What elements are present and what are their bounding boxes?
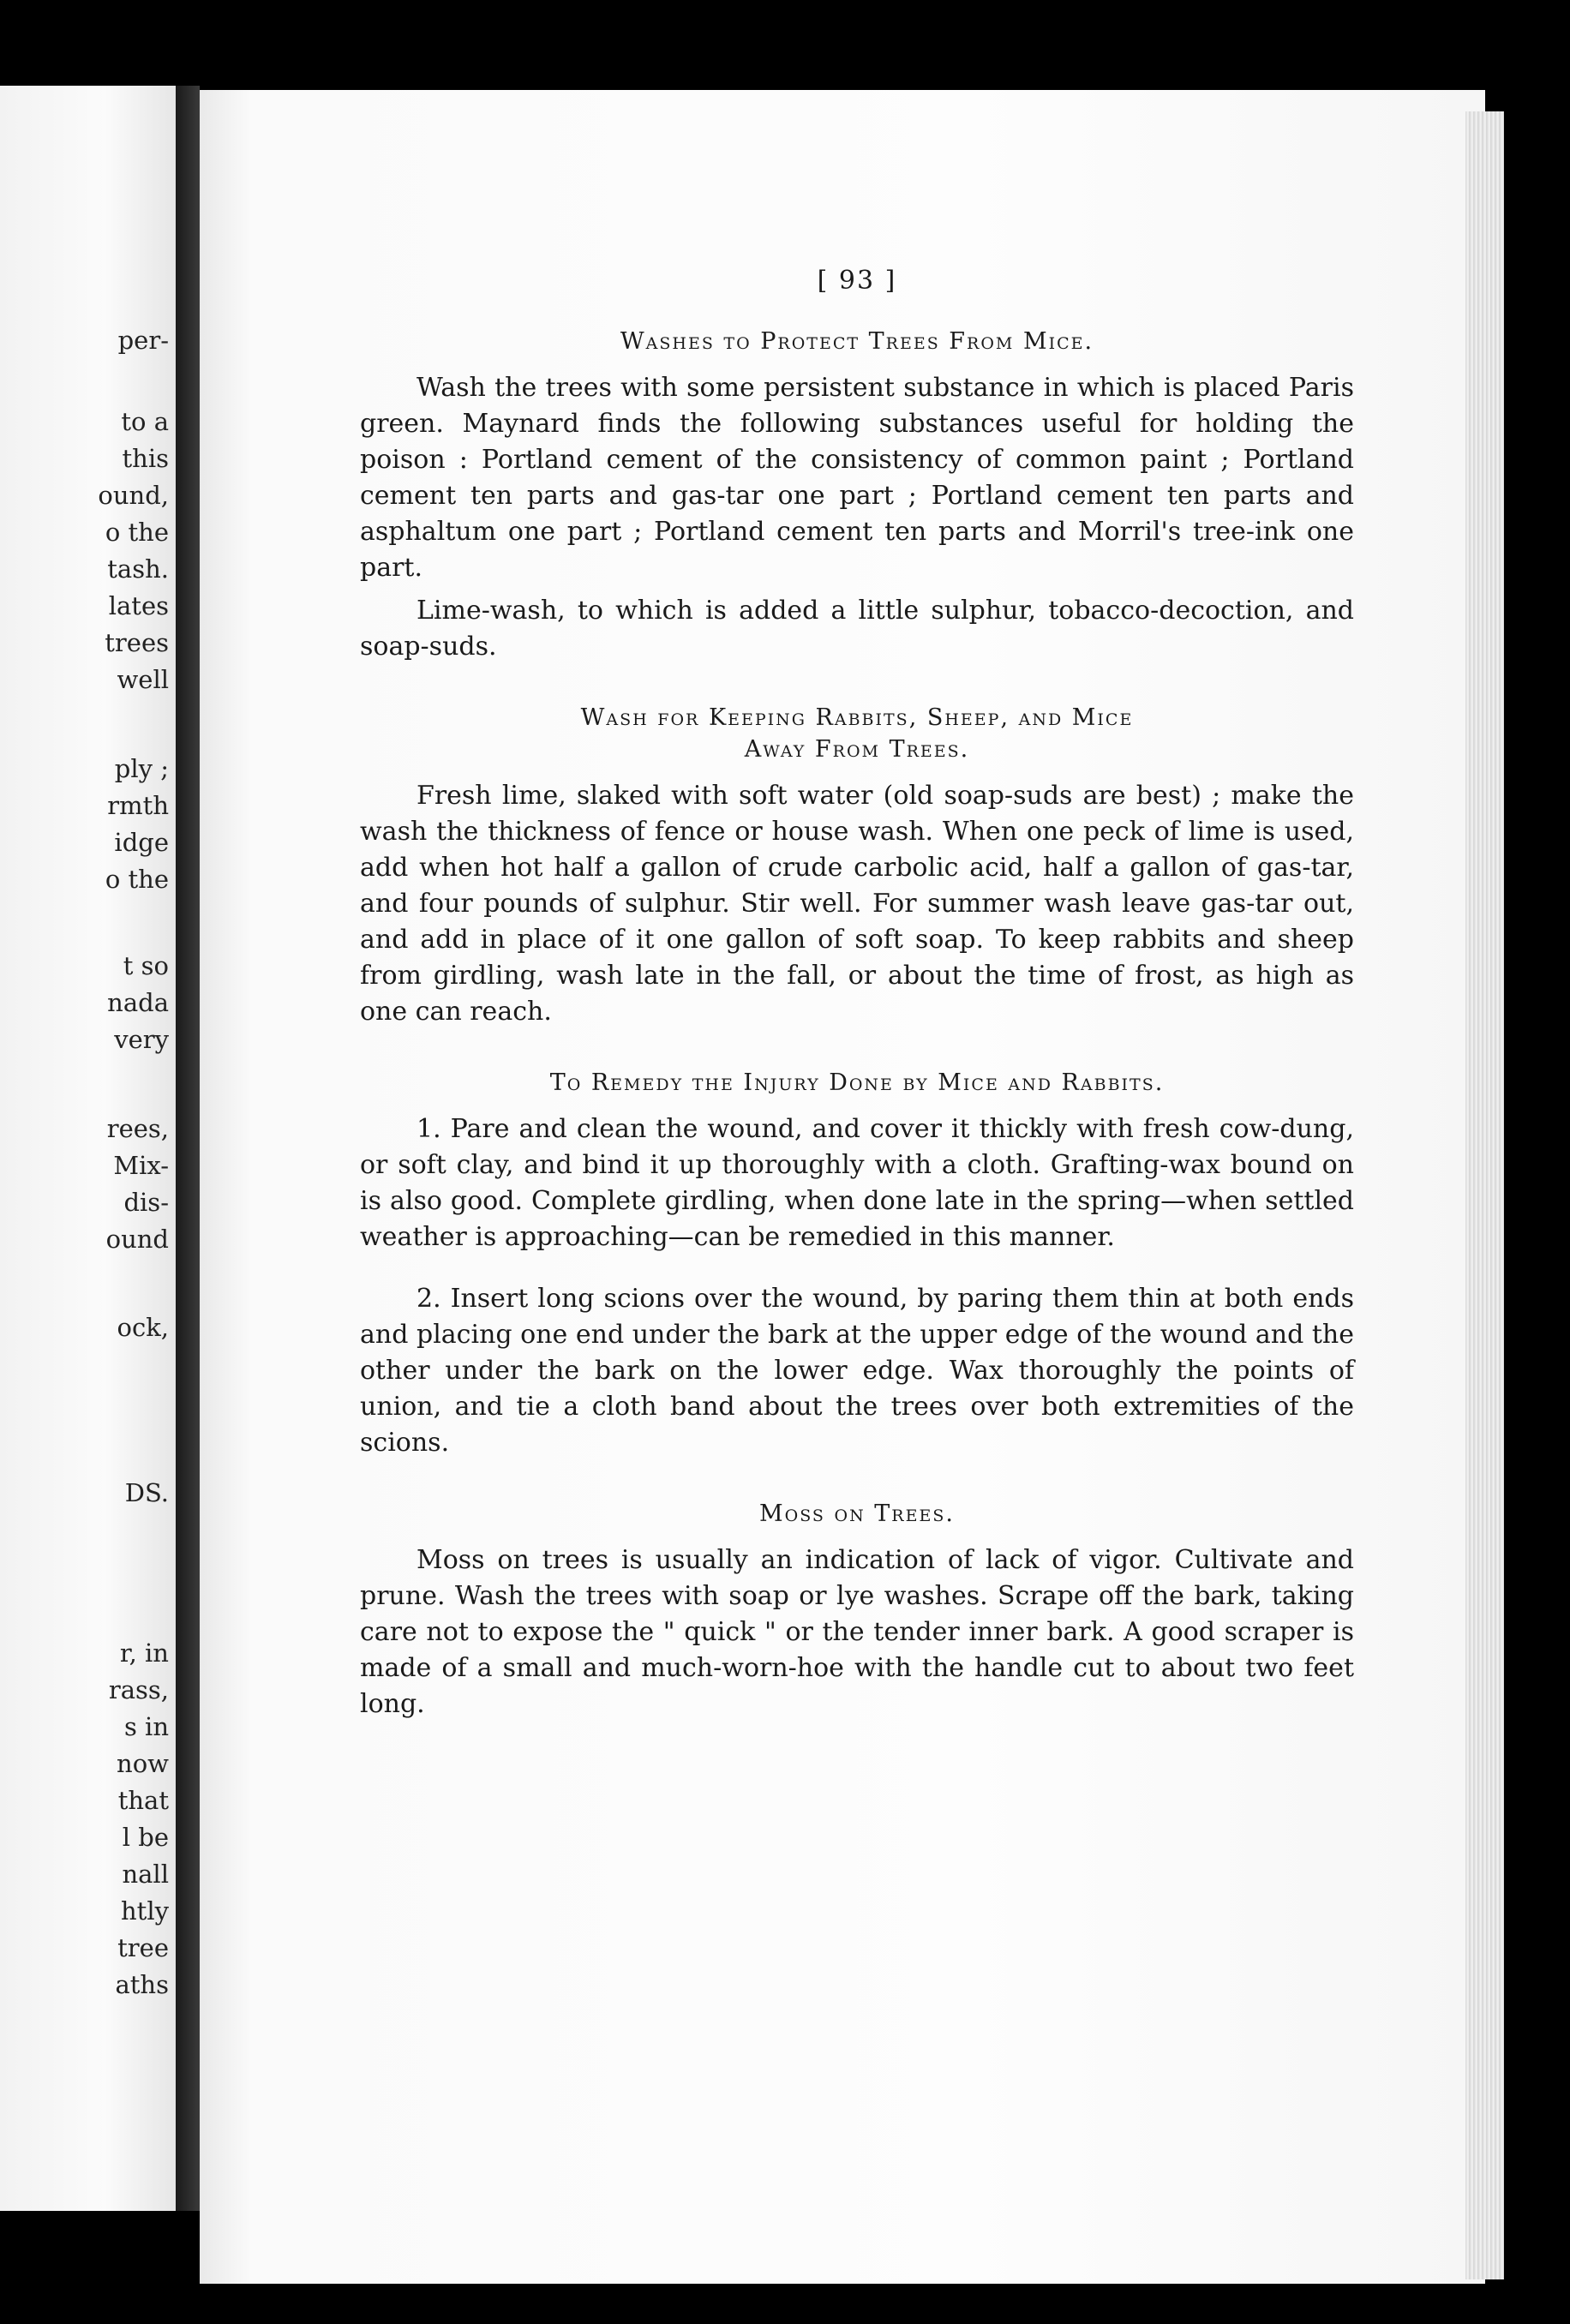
facing-page-fragment (0, 86, 176, 2211)
facing-page-line: trees (105, 628, 169, 657)
paragraph: Moss on trees is usually an indication of lack of vigor. Cultivate and prune. Wash the trees with soap or lye washes. Scrape off the bark, taking care not to expose the " quick " or the tender inner bark. A good scraper is made of a small and much-worn-hoe with the handle cut to about two feet long. (360, 1545, 1354, 1719)
facing-page-line: rees, (106, 1114, 169, 1143)
facing-page-line: very (114, 1025, 169, 1054)
facing-page-line: ock, (117, 1313, 169, 1342)
page-edges (1465, 111, 1504, 2279)
paragraph: Lime-wash, to which is added a little sulphur, tobacco-decoction, and soap-suds. (360, 596, 1354, 662)
facing-page-line: that (117, 1786, 169, 1815)
section-heading: Moss on Trees. (759, 1500, 955, 1527)
paragraph: Wash the trees with some persistent substance in which is placed Paris green. Maynard finds the following substances useful for holding the poison : Portland cement of the consistency of common paint ; Portland cement ten parts and gas-tar one part ; Portland cement ten parts and asphaltum one part ; Portland cement ten parts and Morril's tree-ink one part. (360, 373, 1354, 583)
facing-page-line: r, in (119, 1638, 169, 1668)
facing-page-line: well (117, 665, 169, 694)
section-heading: To Remedy the Injury Done by Mice and Rabbits. (549, 1069, 1165, 1096)
facing-page-line: now (117, 1749, 169, 1778)
facing-page-line: this (122, 444, 169, 473)
facing-page-line: aths (115, 1970, 169, 1999)
page-text (360, 266, 1354, 1729)
paragraph: 1. Pare and clean the wound, and cover it thickly with fresh cow-dung, or soft clay, and bind it up thoroughly with a cloth. Grafting-wax bound on is also good. Complete girdling, when done late in the spring—when settled weather is approaching—can be remedied in this manner. (360, 1114, 1354, 1252)
section-heading: Washes to Protect Trees From Mice. (620, 328, 1094, 355)
facing-page-line: ound, (98, 481, 169, 510)
facing-page-line: o the (105, 865, 169, 894)
facing-page-line: to a (121, 407, 169, 436)
spacer (360, 1037, 1354, 1069)
facing-page-line: nall (122, 1860, 169, 1889)
facing-page-line: tash. (107, 554, 169, 584)
facing-page-line: dis- (123, 1188, 169, 1217)
facing-page-line: o the (105, 518, 169, 547)
facing-page-line: DS. (124, 1478, 169, 1507)
facing-page-line: idge (114, 828, 169, 857)
facing-page-line: t so (123, 951, 169, 980)
facing-page-line: per- (117, 326, 169, 355)
facing-page-line: ply ; (114, 754, 169, 783)
facing-page-line: lates (108, 591, 169, 620)
facing-page-line: ound (105, 1225, 169, 1254)
paragraph: Fresh lime, slaked with soft water (old soap-suds are best) ; make the wash the thickness of fence or house wash. When one peck of lime is used, add when hot half a gallon of crude carbolic acid, half a gallon of gas-tar, and four pounds of sulphur. Stir well. For summer wash leave gas-tar out, and add in place of it one gallon of soft soap. To keep rabbits and sheep from girdling, wash late in the fall, or about the time of frost, as high as one can reach. (360, 781, 1354, 1027)
spacer (360, 1468, 1354, 1500)
facing-page-line: rmth (107, 791, 169, 820)
facing-page-line: htly (121, 1896, 169, 1926)
spacer (360, 1262, 1354, 1281)
paragraph: 2. Insert long scions over the wound, by paring them thin at both ends and placing one end under the bark at the upper edge of the wound and the other under the bark on the lower edge. Wax thoroughly the points of union, and tie a cloth band about the trees over both extremities of the scions. (360, 1284, 1354, 1458)
spacer (360, 672, 1354, 704)
page-number: [ 93 ] (817, 266, 897, 296)
book-gutter (176, 86, 200, 2211)
facing-page-line: Mix- (113, 1151, 169, 1180)
facing-page-line: nada (107, 988, 169, 1017)
facing-page-line: s in (123, 1712, 169, 1741)
facing-page-line: tree (117, 1933, 169, 1962)
section-heading: Wash for Keeping Rabbits, Sheep, and Mice (580, 704, 1134, 731)
facing-page-line: rass, (108, 1675, 169, 1704)
section-heading-continued: Away From Trees. (744, 736, 970, 763)
facing-page-line: l be (122, 1823, 169, 1852)
